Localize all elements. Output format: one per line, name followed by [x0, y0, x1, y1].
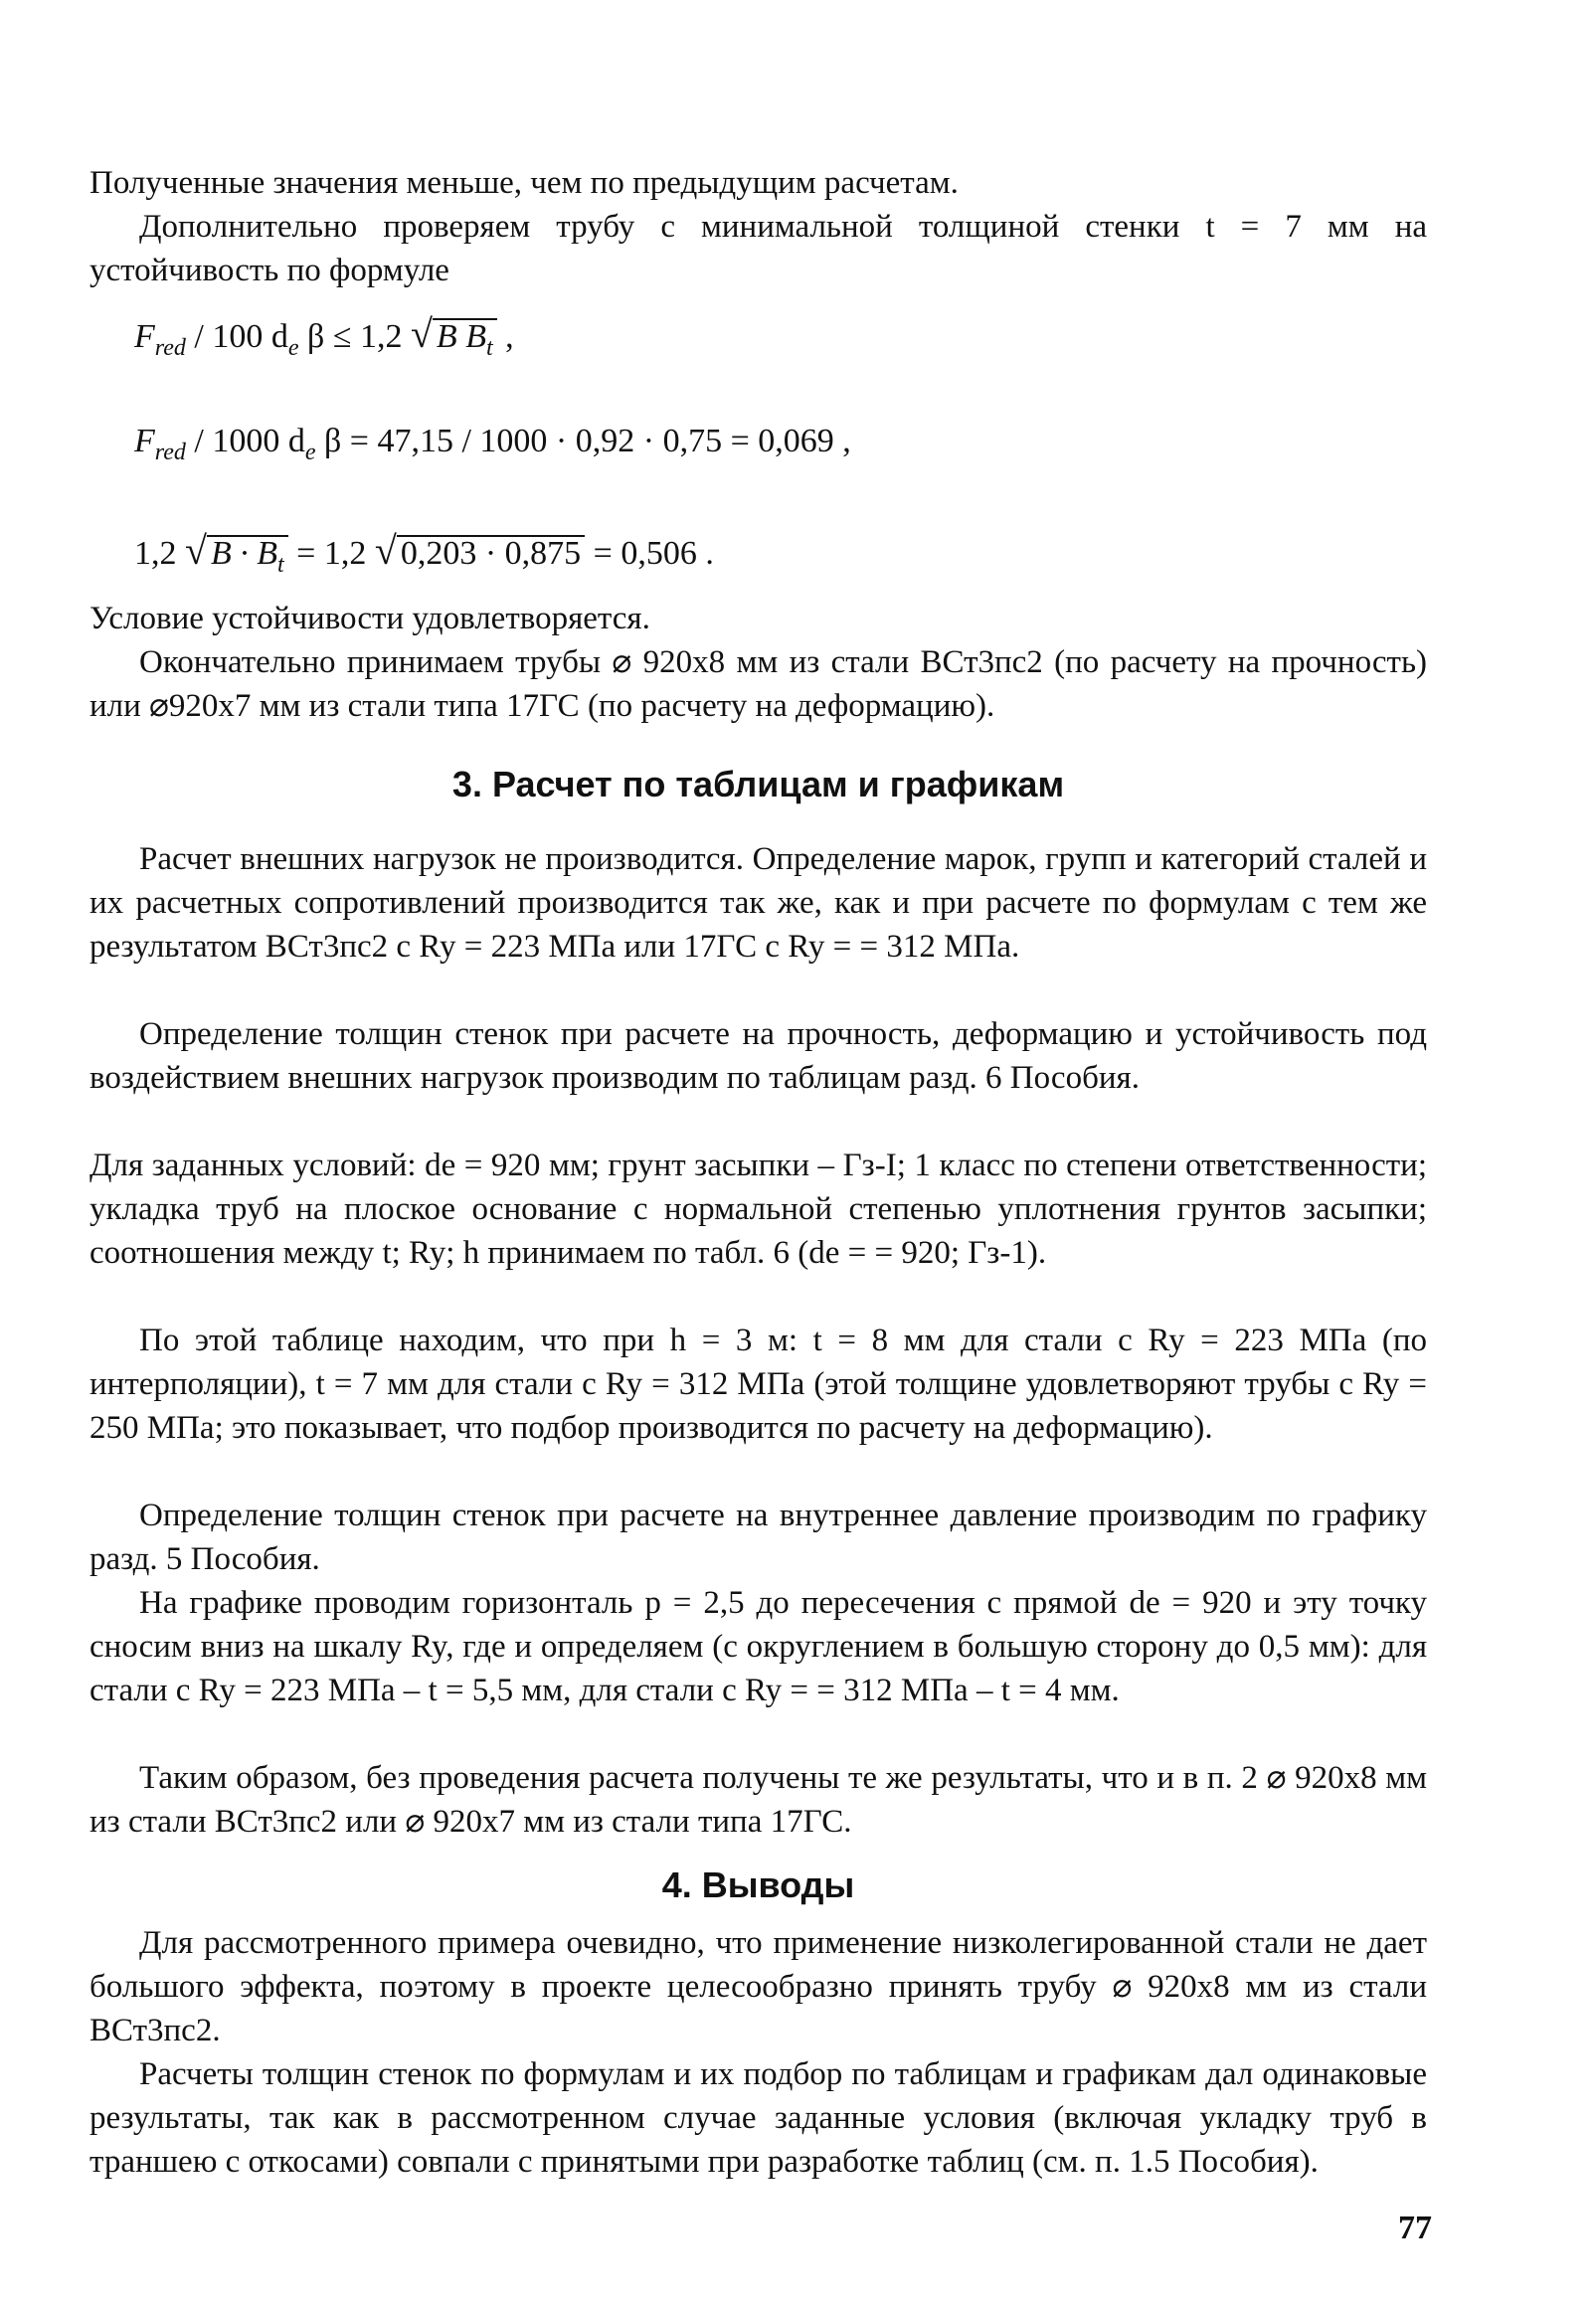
section-heading-3: 3. Расчет по таблицам и графикам [451, 764, 1065, 804]
page-number: 77 [1398, 2210, 1432, 2246]
paragraph-given-conditions: Для заданных условий: de = 920 мм; грунт засыпки – Гз-I; 1 класс по степени ответственности; укладка труб на плоское основание с нормальной степенью уплотнения грунтов засыпки; соотношения между t; Ry; h принимаем по табл. 6 (de = = 920; Гз-1). [89, 1148, 1427, 1271]
formula-stability-limit: 1,2 √ $B \cdot B_t = 1,2$ √ 0,203 · 0,875 = 0,506 . [134, 527, 714, 582]
sqrt-sign-icon: √ [185, 528, 207, 573]
radicand: $B \cdot B_t$ [207, 535, 288, 582]
formula-stability-calc: $F_{red} / 1000$ $d_e$ β = 47,15 / 1000 · 0,92 · 0,75 = 0,069 , [134, 423, 851, 465]
paragraph-same-results: Таким образом, без проведения расчета получены те же результаты, что и в п. 2 ⌀ 920х8 мм из стали ВСт3пс2 или ⌀ 920х7 мм из стали типа 17ГС. [89, 1760, 1427, 1840]
paragraph-condition-satisfied: Условие устойчивости удовлетворяется. [89, 601, 650, 636]
paragraph-stability-check: Дополнительно проверяем трубу с минимальной толщиной стенки t = 7 мм на устойчивость по формуле [89, 209, 1427, 288]
paragraph-wall-thickness: Определение толщин стенок при расчете на прочность, деформацию и устойчивость под воздействием внешних нагрузок производим по таблицам разд. 6 Пособия. [89, 1016, 1427, 1096]
radicand: 0,203 · 0,875 [397, 535, 585, 571]
paragraph-table-lookup: По этой таблице находим, что при h = 3 м: t = 8 мм для стали с Ry = 223 МПа (по интерполяции), t = 7 мм для стали с Ry = 312 МПа (этой толщине удовлетворяют трубы с Ry = 250 МПа; это показывает, что подбор производится по расчету на деформацию). [89, 1323, 1427, 1446]
paragraph-internal-pressure: Определение толщин стенок при расчете на внутреннее давление производим по графику разд. 5 Пособия. [89, 1498, 1427, 1577]
paragraph-final-choice: Окончательно принимаем трубы ⌀ 920х8 мм из стали ВСт3пс2 (по расчету на прочность) или ⌀920х7 мм из стали типа 17ГС (по расчету на деформацию). [89, 644, 1427, 724]
section-heading-4: 4. Выводы [661, 1864, 855, 1905]
paragraph-conclusion-methods: Расчеты толщин стенок по формулам и их подбор по таблицам и графикам дал одинаковые результаты, так как в рассмотренном случае заданные условия (включая укладку труб в траншею с откосами) совпали с принятыми при разработке таблиц (см. п. 1.5 Пособия). [89, 2056, 1427, 2180]
sqrt-sign-icon: √ [374, 528, 397, 573]
paragraph-previous-results: Полученные значения меньше, чем по предыдущим расчетам. [89, 165, 959, 201]
radicand: B $B_t$ [433, 318, 497, 365]
formula-stability-condition: $F_{red} / 100$ $d_e$ β ≤ 1,2 √ B $B_t$ , [134, 310, 514, 365]
paragraph-conclusion-steel: Для рассмотренного примера очевидно, что применение низколегированной стали не дает большого эффекта, поэтому в проекте целесообразно принять трубу ⌀ 920х8 мм из стали ВСт3пс2. [89, 1925, 1427, 2048]
paragraph-graph-method: На графике проводим горизонталь p = 2,5 до пересечения с прямой de = 920 и эту точку сносим вниз на шкалу Ry, где и определяем (с округлением в большую сторону до 0,5 мм): для стали с Ry = 223 МПа – t = 5,5 мм, для стали с Ry = = 312 МПа – t = 4 мм. [89, 1585, 1427, 1708]
sqrt-sign-icon: √ [410, 311, 433, 356]
paragraph-external-loads: Расчет внешних нагрузок не производится. Определение марок, групп и категорий сталей и их расчетных сопротивлений производится так же, как и при расчете по формулам с тем же результатом ВСт3пс2 с Ry = 223 МПа или 17ГС с Ry = = 312 МПа. [89, 841, 1427, 965]
